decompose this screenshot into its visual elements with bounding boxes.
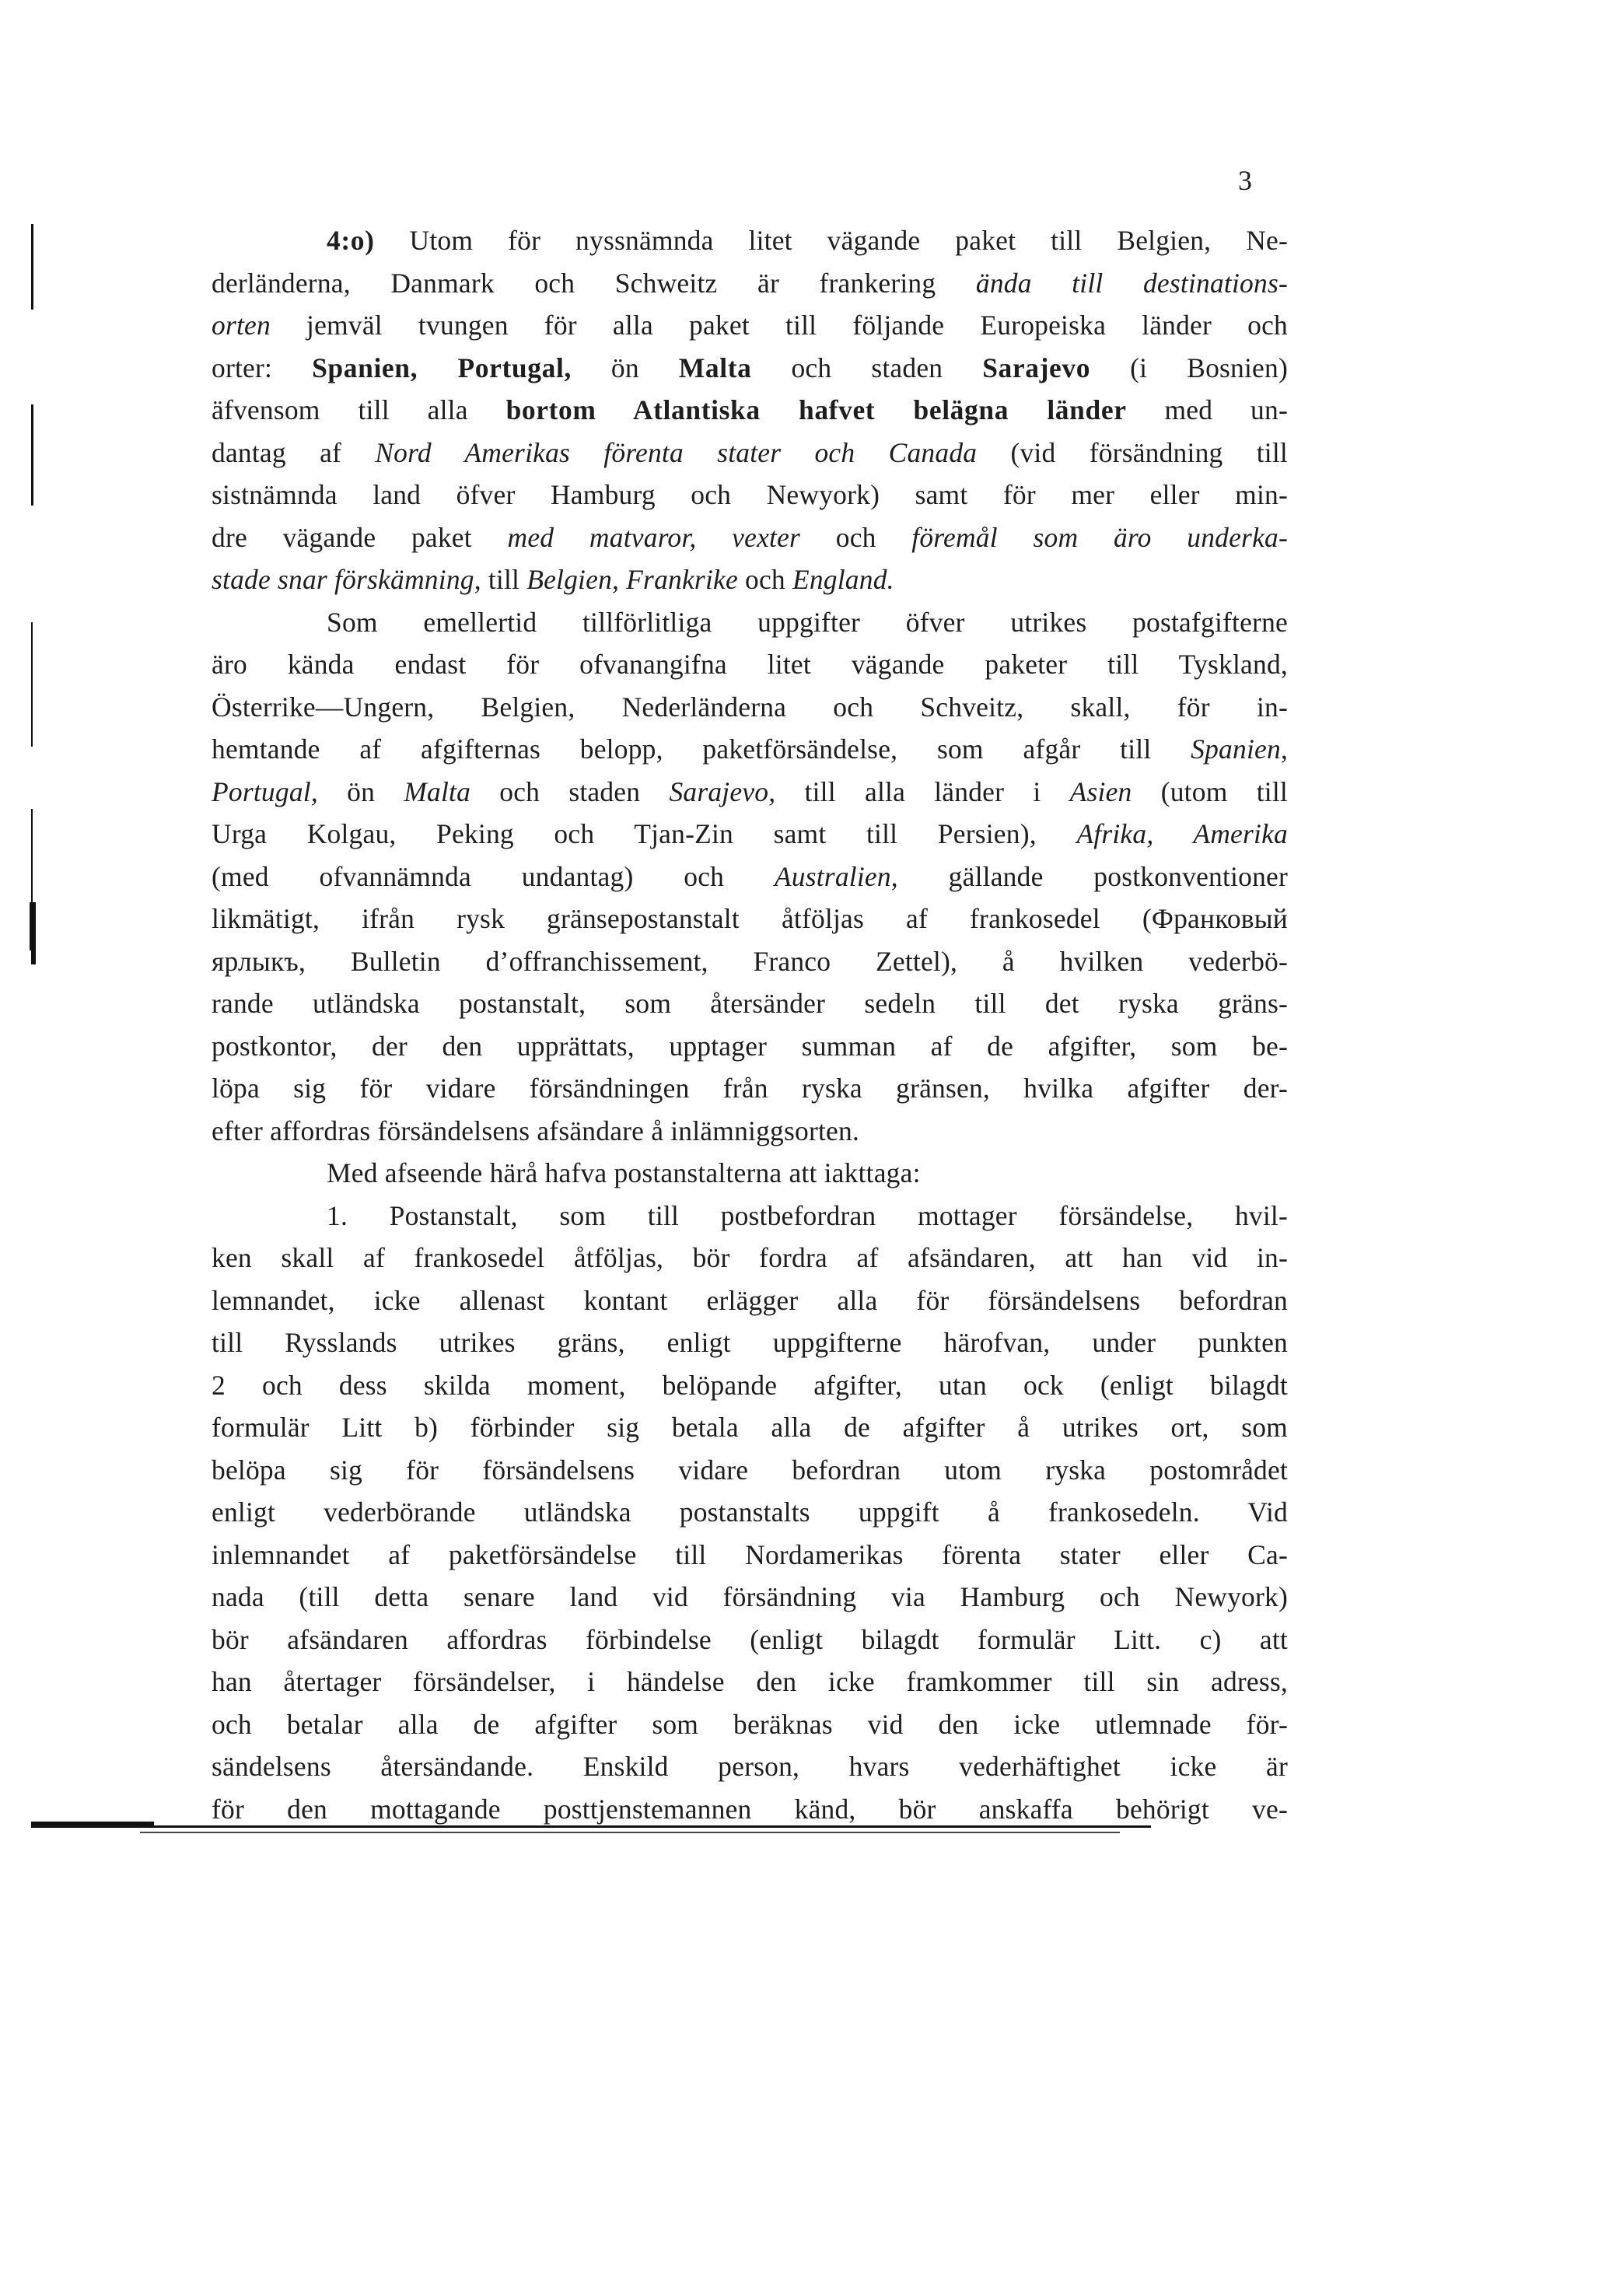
text-line <box>212 1576 1288 1619</box>
scan-edge-mark <box>30 902 36 950</box>
italic-text: orten <box>212 310 271 341</box>
text-line <box>212 1364 1288 1407</box>
italic-text: Afrika, Amerika <box>1076 818 1288 849</box>
bold-text: Spanien, Portugal, <box>312 352 572 383</box>
text-run: ön <box>317 775 404 807</box>
text-run: Österrike—Ungern, Belgien, Nederländerna och Schveitz, skall, för in- <box>212 691 1288 723</box>
scan-bottom-bar <box>31 1825 1151 1828</box>
text-run: äro kända endast för ofvanangifna litet vägande paketer till Tyskland, <box>212 649 1288 680</box>
text-line <box>212 219 1288 262</box>
text-line <box>212 1788 1288 1831</box>
text-line <box>212 1491 1288 1534</box>
text-run: och <box>737 564 792 595</box>
text-run: inlemnandet af paketförsändelse till Nordamerikas förenta stater eller Ca- <box>212 1538 1288 1570</box>
text-line <box>212 1279 1288 1322</box>
italic-text: England. <box>792 564 894 595</box>
italic-text: Asien <box>1069 775 1132 807</box>
text-line <box>212 1745 1288 1788</box>
text-line <box>212 474 1288 516</box>
text-line <box>212 728 1288 771</box>
italic-text: ända till destinations- <box>975 267 1288 299</box>
italic-text: Spanien, <box>1191 733 1288 765</box>
text-run: ярлыкъ, Bulletin d’offranchissement, Franco Zettel), å hvilken vederbö- <box>212 945 1288 977</box>
text-run: enligt vederbörande utländska postanstalts uppgift å frankosedeln. Vid <box>212 1496 1288 1528</box>
text-run: jemväl tvungen för alla paket till följande Europeiska länder och <box>270 310 1288 341</box>
italic-text: stade snar förskämning, <box>212 564 481 595</box>
text-line <box>212 1703 1288 1746</box>
text-run: likmätigt, ifrån rysk gränsepostanstalt åtföljas af frankosedel (Франковый <box>212 903 1288 934</box>
text-run: och betalar alla de afgifter som beräknas vid den icke utlemnade för- <box>212 1708 1288 1740</box>
text-line <box>212 1110 1288 1153</box>
text-line <box>212 1152 1288 1195</box>
italic-text: Nord Amerikas förenta stater och Canada <box>375 436 978 468</box>
text-line <box>212 940 1288 983</box>
text-run: orter: <box>212 352 313 383</box>
text-run: Utom för nyssnämnda litet vägande paket till Belgien, Ne- <box>374 225 1288 256</box>
text-run: ken skall af frankosedel åtföljas, bör fordra af afsändaren, att han vid in- <box>212 1242 1288 1273</box>
text-run: derländerna, Danmark och Schweitz är frankering <box>212 267 976 299</box>
page-number: 3 <box>1238 165 1252 196</box>
text-run: till alla länder i <box>775 775 1070 807</box>
text-line <box>212 516 1288 559</box>
text-line <box>212 601 1288 644</box>
text-line <box>212 1195 1288 1237</box>
text-run: (vid försändning till <box>977 436 1288 468</box>
text-line <box>212 347 1288 390</box>
text-run: 2 och dess skilda moment, belöpande afgifter, utan ock (enligt bilagdt <box>212 1369 1288 1401</box>
text-run: (med ofvannämnda undantag) och <box>212 860 775 892</box>
text-line <box>212 1406 1288 1449</box>
text-run: (i Bosnien) <box>1090 352 1288 383</box>
text-run: Som emellertid tillförlitliga uppgifter öfver utrikes postafgifterne <box>327 606 1288 638</box>
text-run: formulär Litt b) förbinder sig betala alla de afgifter å utrikes ort, som <box>212 1412 1288 1443</box>
text-run: och staden <box>751 352 983 383</box>
text-line <box>212 813 1288 856</box>
text-run: ön <box>571 352 679 383</box>
text-line <box>212 982 1288 1025</box>
text-run: nada (till detta senare land vid försändning via Hamburg och Newyork) <box>212 1581 1288 1612</box>
text-line <box>212 1237 1288 1279</box>
text-line <box>212 898 1288 940</box>
bold-text: 4:o) <box>327 225 375 256</box>
text-run: till <box>481 564 527 595</box>
italic-text: Malta <box>404 775 471 807</box>
bold-text: Malta <box>678 352 752 383</box>
bold-text: Sarajevo <box>982 352 1091 383</box>
italic-text: Belgien, Frankrike <box>526 564 738 595</box>
text-line <box>212 262 1288 305</box>
text-line <box>212 771 1288 814</box>
text-line <box>212 432 1288 474</box>
text-line <box>212 1619 1288 1661</box>
text-run: 1. Postanstalt, som till postbefordran mottager försändelse, hvil- <box>327 1199 1288 1231</box>
text-run: dantag af <box>212 436 376 468</box>
bold-text: bortom Atlantiska hafvet belägna länder <box>505 394 1127 425</box>
italic-text: Sarajevo, <box>669 775 776 807</box>
text-run: Med afseende härå hafva postanstalterna att iakttaga: <box>327 1157 921 1188</box>
text-run: och <box>800 521 912 553</box>
scan-edge-mark <box>31 404 33 506</box>
text-run: och staden <box>470 775 670 807</box>
text-line <box>212 1321 1288 1364</box>
scan-edge-mark <box>31 622 33 747</box>
italic-text: Portugal, <box>212 775 318 807</box>
italic-text: föremål som äro underka- <box>911 521 1288 553</box>
text-run: till Rysslands utrikes gräns, enligt uppgifterne härofvan, under punkten <box>212 1327 1288 1358</box>
text-run: dre vägande paket <box>212 521 508 553</box>
text-run: sistnämnda land öfver Hamburg och Newyork) samt för mer eller min- <box>212 479 1288 510</box>
text-run: belöpa sig för försändelsens vidare befordran utom ryska postområdet <box>212 1454 1288 1486</box>
text-run: sändelsens återsändande. Enskild person, hvars vederhäftighet icke är <box>212 1751 1288 1782</box>
scan-bottom-bar <box>140 1832 1120 1833</box>
text-line <box>212 686 1288 729</box>
scan-edge-mark <box>31 809 33 918</box>
text-run: efter affordras försändelsens afsändare å inlämniggsorten. <box>212 1115 860 1146</box>
text-run: för den mottagande posttjenstemannen känd, bör anskaffa behörigt ve- <box>212 1793 1288 1825</box>
text-line <box>212 1449 1288 1492</box>
text-run: gällande postkonventioner <box>897 860 1288 892</box>
text-line <box>212 558 1288 601</box>
text-run: han återtager försändelser, i händelse den icke framkommer till sin adress, <box>212 1666 1288 1697</box>
text-line <box>212 1534 1288 1577</box>
text-line <box>212 1067 1288 1110</box>
italic-text: Australien, <box>774 860 898 892</box>
text-line <box>212 304 1288 347</box>
scan-edge-mark <box>31 224 33 310</box>
text-run: äfvensom till alla <box>212 394 506 425</box>
text-line <box>212 389 1288 432</box>
text-line <box>212 1661 1288 1703</box>
text-run: hemtande af afgifternas belopp, paketförsändelse, som afgår till <box>212 733 1191 765</box>
italic-text: med matvaror, vexter <box>507 521 801 553</box>
text-line <box>212 1025 1288 1068</box>
text-run: postkontor, der den upprättats, upptager summan af de afgifter, som be- <box>212 1030 1288 1062</box>
body-text <box>212 219 1288 1830</box>
text-run: med un- <box>1126 394 1288 425</box>
text-run: bör afsändaren affordras förbindelse (enligt bilagdt formulär Litt. c) att <box>212 1623 1288 1655</box>
text-run: lemnandet, icke allenast kontant erlägger alla för försändelsens befordran <box>212 1284 1288 1316</box>
text-run: löpa sig för vidare försändningen från ryska gränsen, hvilka afgifter der- <box>212 1073 1288 1104</box>
text-run: Urga Kolgau, Peking och Tjan-Zin samt till Persien), <box>212 818 1077 849</box>
text-run: rande utländska postanstalt, som återsänder sedeln till det ryska gräns- <box>212 988 1288 1019</box>
text-line <box>212 643 1288 686</box>
text-run: (utom till <box>1132 775 1288 807</box>
text-line <box>212 856 1288 898</box>
